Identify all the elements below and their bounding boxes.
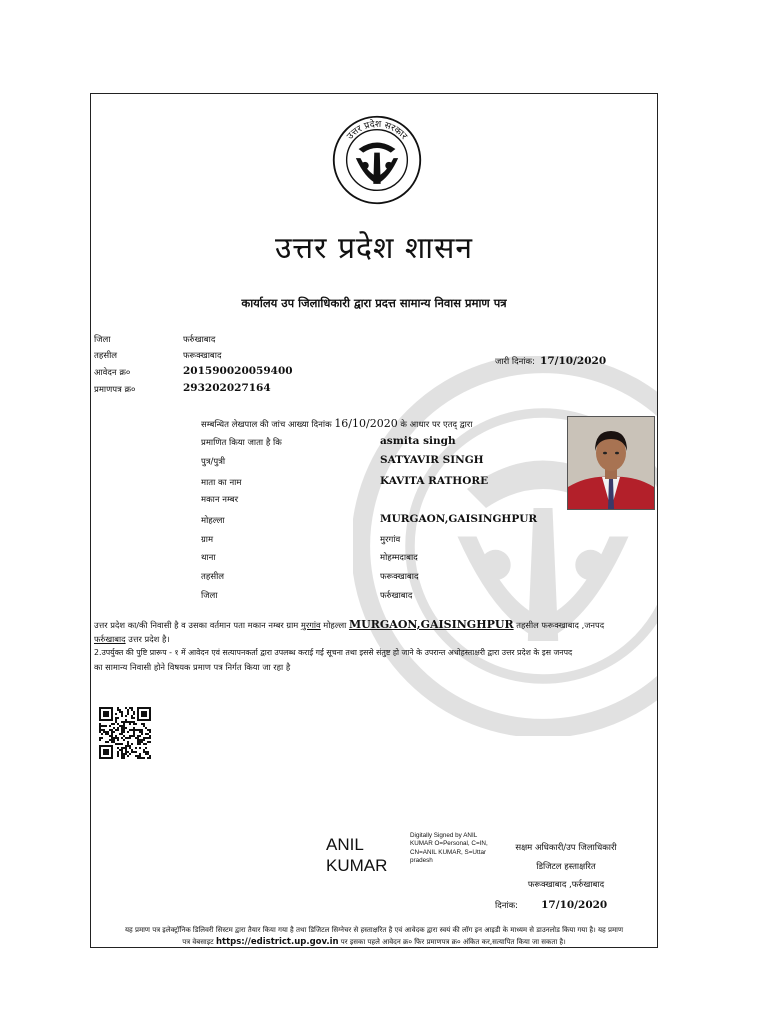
thana-value: मोहम्मदाबाद [380, 553, 418, 563]
residence-line3: 2.उपर्युक्त की पुष्टि प्रारूप - १ में आवेदन एवं सत्यापनकर्ता द्वारा उपलब्ध कराई गई सूचना तथा इससे संतुष्ट हो जाने के उपरान्त अधोहस्ताक्षरी द्वारा उत्तर प्रदेश के इस जनपद [94, 648, 573, 657]
intro-line2: प्रमाणित किया जाता है कि [201, 438, 282, 448]
mother-label: माता का नाम [201, 478, 242, 488]
mohalla-inline: MURGAON,GAISINGHPUR [348, 618, 514, 631]
footer-line1: यह प्रमाण पत्र इलेक्ट्रॉनिक डिलिवरी सिस्टम द्वारा तैयार किया गया है तथा डिजिटल सिग्नेचर से हस्ताक्षरित है एवं आवेदक द्वारा स्वयं की लॉग इन आइडी के माध्यम से डाउनलोड किया गया है। यह प्रमाण [124, 926, 624, 934]
verification-url[interactable]: https://edistrict.up.gov.in [215, 937, 339, 947]
document-title: उत्तर प्रदेश शासन [274, 231, 473, 266]
person-tehsil-value: फरूक्खाबाद [380, 572, 419, 582]
certificate-page [90, 93, 658, 948]
district-value: फर्रुखाबाद [183, 335, 216, 345]
certificate-number-label: प्रमाणपत्र क्र० [94, 385, 136, 395]
application-number-label: आवेदन क्र० [94, 368, 131, 378]
issue-date [495, 349, 606, 368]
village-label: ग्राम [201, 535, 214, 545]
intro-line1 [201, 417, 472, 430]
digitally-signed-label: डिजिटल हस्ताक्षरित [536, 862, 596, 872]
issue-date-value: 17/10/2020 [540, 355, 607, 367]
signature-date-label: दिनांक: [495, 901, 519, 911]
residence-line4: का सामान्य निवासी होने विषयक प्रमाण पत्र निर्गत किया जा रहा है [94, 662, 291, 672]
digital-signature-info: Digitally Signed by ANIL KUMAR O=Personal, C=IN, CN=ANIL KUMAR, S=Uttar pradesh [410, 832, 488, 864]
issue-date-label: जारी दिनांक: [495, 357, 535, 367]
village-inline: मुरगांव [300, 620, 321, 630]
footer-line2: पत्र वेबसाइट https://edistrict.up.gov.in पर इसका पहले आवेदन क्र० फिर प्रमाणपत्र क्र० अंकित कर,सत्यापित किया जा सकता है। [182, 937, 566, 947]
certificate-number-value: 293202027164 [183, 382, 271, 394]
applicant-name: asmita singh [380, 435, 456, 447]
up-government-emblem [331, 114, 423, 206]
mother-value: KAVITA RATHORE [380, 475, 489, 487]
signature-date [495, 893, 607, 912]
intro-prefix: सम्बन्धित लेखपाल की जांच आख्या दिनांक [201, 420, 332, 430]
qr-code [97, 705, 153, 761]
district-label: जिला [94, 335, 111, 345]
signer-name: ANIL KUMAR [326, 835, 388, 875]
tehsil-value: फरूक्खाबाद [183, 351, 222, 361]
footer-note [94, 924, 654, 948]
officer-location: फरूक्खाबाद ,फर्रुखाबाद [527, 880, 605, 890]
person-tehsil-label: तहसील [201, 572, 225, 582]
father-label: पुत्र/पुत्री [201, 457, 226, 467]
emblem-text: उत्तर प्रदेश सरकार [344, 118, 410, 142]
applicant-photo [567, 416, 655, 510]
mohalla-label: मोहल्ला [201, 516, 225, 526]
signature-date-value: 17/10/2020 [541, 899, 608, 911]
residence-line2: फर्रुखाबाद उत्तर प्रदेश है। [94, 634, 170, 644]
house-label: मकान नम्बर [201, 495, 239, 505]
mohalla-value: MURGAON,GAISINGHPUR [380, 513, 538, 525]
application-number-value: 201590020059400 [183, 365, 293, 377]
residence-line1: उत्तर प्रदेश का/की निवासी है व उसका वर्तमान पता मकान नम्बर ग्राम मुरगांव मोहल्ला MURGAON,GAISINGHPUR तहसील फरूक्खाबाद ,जनपद [94, 618, 605, 631]
document-subtitle: कार्यालय उप जिलाधिकारी द्वारा प्रदत्त सामान्य निवास प्रमाण पत्र [241, 296, 507, 310]
person-district-value: फर्रुखाबाद [380, 591, 413, 601]
person-district-label: जिला [201, 591, 218, 601]
tehsil-label: तहसील [94, 351, 118, 361]
intro-suffix: के आधार पर एतद् द्वारा [400, 420, 473, 430]
village-value: मुरगांव [380, 535, 401, 545]
father-value: SATYAVIR SINGH [380, 454, 484, 466]
emblem-watermark [353, 356, 658, 736]
thana-label: थाना [201, 553, 216, 563]
residence-statement [94, 618, 654, 674]
officer-title: सक्षम अधिकारी/उप जिलाधिकारी [515, 843, 617, 853]
inspection-date: 16/10/2020 [334, 417, 398, 430]
